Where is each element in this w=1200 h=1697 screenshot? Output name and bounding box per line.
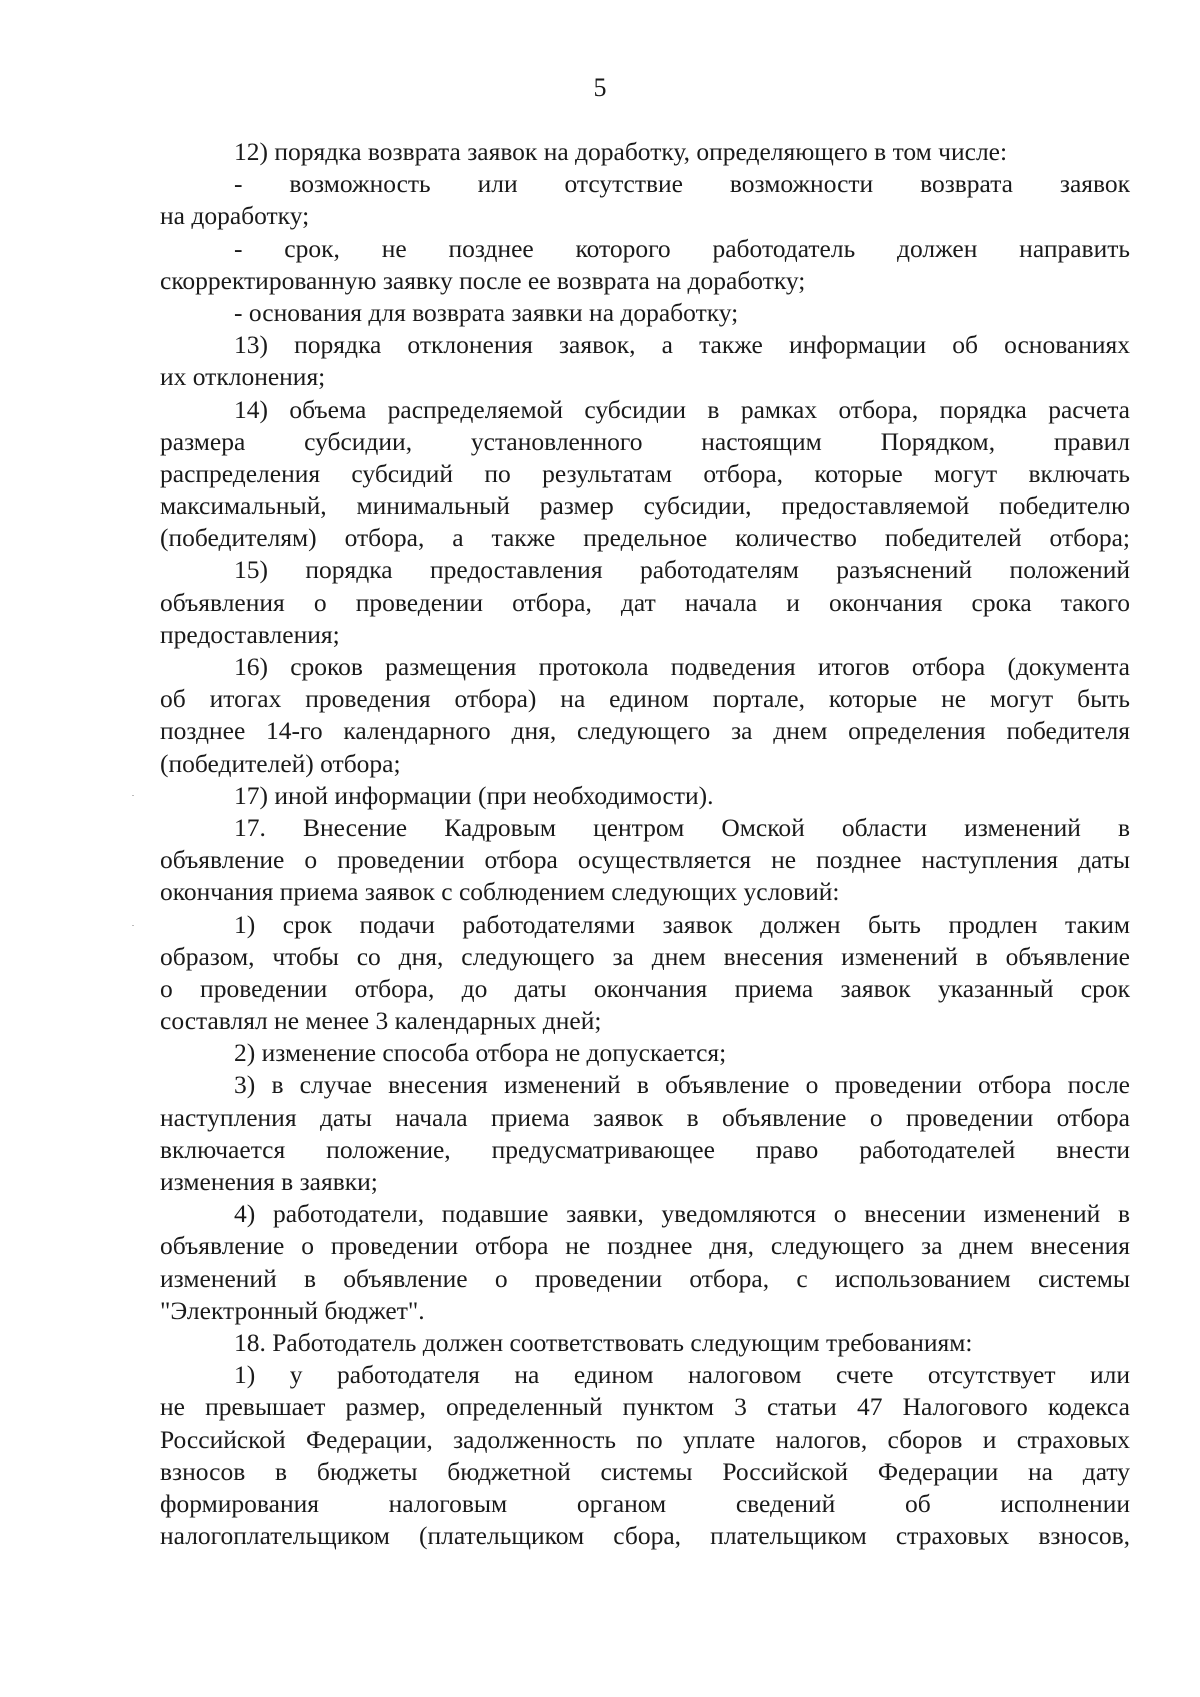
text-line: 17. Внесение Кадровым центром Омской области изменений в: [234, 812, 1130, 842]
text-line: - основания для возврата заявки на доработку;: [234, 297, 739, 327]
text-line: 12) порядка возврата заявок на доработку, определяющего в том числе:: [234, 137, 1008, 166]
text-line: окончания приема заявок с соблюдением следующих условий:: [160, 877, 840, 907]
text-line: объявление о проведении отбора осуществляется не позднее наступления даты: [160, 845, 1130, 875]
text-line: Российской Федерации, задолженность по уплате налогов, сборов и страховых: [160, 1424, 1130, 1454]
scan-margin-mark: [132, 925, 134, 926]
text-line: 1) у работодателя на едином налоговом счете отсутствует или: [234, 1360, 1130, 1390]
text-line: распределения субсидий по результатам отбора, которые могут включать: [160, 458, 1130, 488]
text-line: 18. Работодатель должен соответствовать следующим требованиям:: [234, 1327, 973, 1357]
text-line: 16) сроков размещения протокола подведения итогов отбора (документа: [234, 652, 1130, 681]
text-line: образом, чтобы со дня, следующего за днем внесения изменений в объявление: [160, 941, 1130, 971]
text-line: составлял не менее 3 календарных дней;: [160, 1006, 602, 1036]
text-line: 15) порядка предоставления работодателям разъяснений положений: [234, 555, 1130, 585]
page-number: 5: [593, 73, 607, 102]
text-line: "Электронный бюджет".: [160, 1295, 425, 1325]
text-line: размера субсидии, установленного настоящим Порядком, правил: [160, 426, 1130, 456]
text-line: (победителей) отбора;: [160, 748, 401, 778]
text-line: формирования налоговым органом сведений об исполнении: [160, 1488, 1130, 1518]
text-line: включается положение, предусматривающее право работодателей внести: [160, 1134, 1130, 1164]
text-line: налогоплательщиком (плательщиком сбора, плательщиком страховых взносов,: [160, 1521, 1130, 1551]
text-line: изменения в заявки;: [160, 1167, 378, 1196]
text-line: объявление о проведении отбора не позднее дня, следующего за днем внесения: [160, 1231, 1130, 1261]
text-line: об итогах проведения отбора) на едином портале, которые не могут быть: [160, 684, 1130, 714]
text-line: изменений в объявление о проведении отбора, с использованием системы: [160, 1263, 1130, 1293]
text-line: взносов в бюджеты бюджетной системы Российской Федерации на дату: [160, 1456, 1130, 1486]
text-line: позднее 14-го календарного дня, следующего за днем определения победителя: [160, 716, 1130, 746]
text-line: - срок, не позднее которого работодатель должен направить: [234, 233, 1130, 263]
text-line: 1) срок подачи работодателями заявок должен быть продлен таким: [234, 909, 1130, 939]
text-line: о проведении отбора, до даты окончания приема заявок указанный срок: [160, 973, 1130, 1003]
text-line: 17) иной информации (при необходимости).: [234, 780, 714, 810]
text-line: (победителям) отбора, а также предельное количество победителей отбора;: [160, 523, 1130, 553]
text-line: не превышает размер, определенный пунктом 3 статьи 47 Налогового кодекса: [160, 1392, 1130, 1422]
text-line: скорректированную заявку после ее возврата на доработку;: [160, 265, 806, 295]
text-line: 13) порядка отклонения заявок, а также информации об основаниях: [234, 330, 1130, 360]
text-line: предоставления;: [160, 619, 340, 649]
text-line: 4) работодатели, подавшие заявки, уведомляются о внесении изменений в: [234, 1199, 1130, 1229]
text-line: 3) в случае внесения изменений в объявление о проведении отбора после: [234, 1070, 1130, 1100]
text-line: 14) объема распределяемой субсидии в рамках отбора, порядка расчета: [234, 394, 1130, 424]
text-line: объявления о проведении отбора, дат начала и окончания срока такого: [160, 587, 1130, 617]
scan-margin-mark: [132, 795, 134, 796]
text-line: на доработку;: [160, 201, 310, 231]
text-line: - возможность или отсутствие возможности возврата заявок: [234, 169, 1130, 199]
text-line: максимальный, минимальный размер субсидии, предоставляемой победителю: [160, 491, 1130, 521]
text-line: 2) изменение способа отбора не допускается;: [234, 1038, 727, 1068]
text-line: их отклонения;: [160, 362, 326, 392]
text-line: наступления даты начала приема заявок в объявление о проведении отбора: [160, 1102, 1130, 1132]
document-body: [160, 136, 1130, 1552]
